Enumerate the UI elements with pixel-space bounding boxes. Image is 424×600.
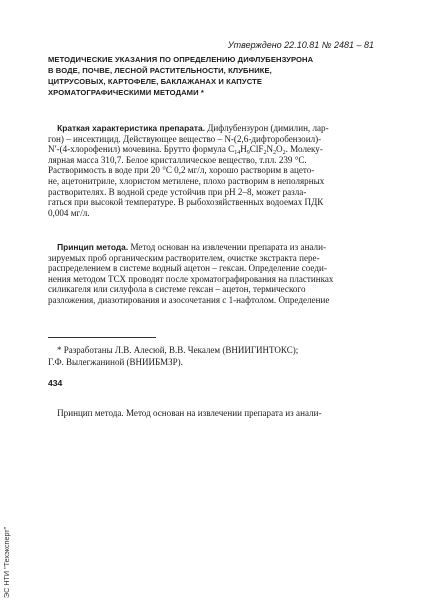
text-line: зируемых проб органическим растворителем, очистке экстракта пере- — [48, 252, 320, 263]
document-title — [48, 54, 348, 98]
title-line: В ВОДЕ, ПОЧВЕ, ЛЕСНОЙ РАСТИТЕЛЬНОСТИ, КЛУБНИКЕ, — [48, 66, 272, 75]
footnote-line: * Разработаны Л.В. Алесюй, В.В. Чекалем (ВНИИГИНТОКС); — [57, 345, 299, 355]
paragraph-method-principle — [48, 242, 374, 306]
text-line formula-line: N′-(4-хлорофенил) мочевина. Брутто формула $C_{14}H_9ClF_2N_2O_2$. Молеку- — [48, 144, 323, 157]
footnote-divider — [48, 337, 156, 338]
text-line: 0,004 мг/л. — [48, 207, 90, 218]
footnote — [48, 344, 374, 368]
footnote-line: Г.Ф. Вылегжаниной (ВНИИБМЗР). — [48, 357, 183, 367]
approval-stamp: Утверждено 22.10.81 № 2481 – 81 — [227, 40, 374, 50]
text-line: Принцип метода. Метод основан на извлечении препарата из анали- — [57, 242, 326, 252]
side-watermark-text: ЭС НТИ "Техэксперт" — [2, 526, 11, 598]
page-number: 434 — [48, 378, 63, 388]
text-line: распределением в системе водный ацетон – гексан. Определение соеди- — [48, 263, 327, 274]
text-line: гон) – инсектицид. Действующее вещество – N-(2,6-дифторобензоил)- — [48, 133, 322, 144]
text-line: Растворимость в воде при 20 °С 0,2 мг/л, хорошо растворим в ацето- — [48, 165, 315, 176]
title-line: ХРОМАТОГРАФИЧЕСКИМИ МЕТОДАМИ * — [48, 88, 204, 97]
title-line: МЕТОДИЧЕСКИЕ УКАЗАНИЯ ПО ОПРЕДЕЛЕНИЮ ДИФЛУБЕНЗУРОНА — [48, 55, 314, 64]
paragraph-characteristics — [48, 123, 374, 218]
text-line: разложения, диазотирования и азосочетания с 1-нафтолом. Определение — [48, 294, 330, 305]
paragraph-lead: Краткая характеристика препарата. — [57, 123, 205, 133]
side-watermark — [2, 488, 12, 598]
title-line: ЦИТРУСОВЫХ, КАРТОФЕЛЕ, БАКЛАЖАНАХ И КАПУСТЕ — [48, 77, 262, 86]
text-line: Принцип метода. Метод основан на извлечении препарата из анали- — [57, 408, 322, 418]
text-line: гаться при высокой температуре. В рыбохозяйственных водоемах ПДК — [48, 197, 324, 208]
text-line: нения методом ТСХ проводят после хроматографирования на пластинках — [48, 273, 334, 284]
text-line: не, ацетонитриле, хлористом метилене, плохо растворим в неполярных — [48, 175, 325, 186]
text-line: силикагеля или силуфола в системе гексан – ацетон, термического — [48, 284, 306, 295]
text-line: растворителях. В водной среде устойчив при pH 2–8, может разла- — [48, 186, 307, 197]
text-line: лярная масса 310,7. Белое кристаллическое вещество, т.пл. 239 °С. — [48, 154, 307, 165]
text-line: Краткая характеристика препарата. Дифлубензурон (димилин, лар- — [57, 123, 329, 133]
paragraph-method-principle-continued — [48, 408, 374, 419]
paragraph-lead: Принцип метода. — [57, 242, 129, 252]
